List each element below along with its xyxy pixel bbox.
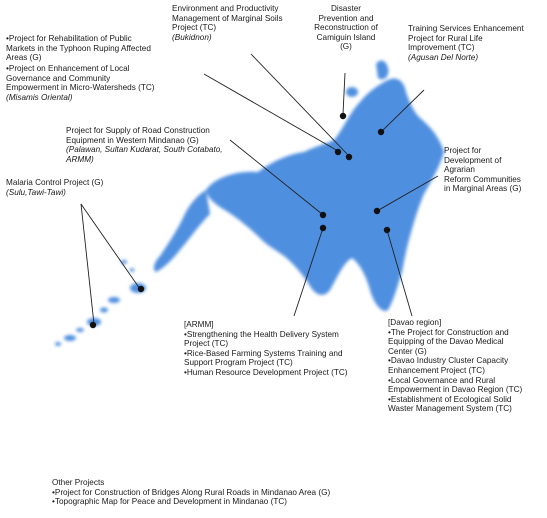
road-equipment-location-2: ARMM) [66,154,94,164]
marker-camiguin [340,113,346,119]
governance-line-1: •Project on Enhancement of Local [6,64,130,73]
road-equipment-line-2: Equipment in Western Mindanao (G) [66,135,199,145]
label-davao-region [388,318,522,414]
label-road-equipment [66,126,223,164]
label-governance [6,64,154,102]
marginal-soils-line-1: Environment and Productivity [172,4,279,13]
mindanao-mainland [206,79,444,311]
davao-item: Equipping of the Davao Medical [388,337,504,347]
malaria-location: (Sulu,Tawi-Tawi) [6,187,66,197]
malaria-line-1: Malaria Control Project (G) [6,178,104,187]
marker-bukidnon [346,154,352,160]
marker-sulu [90,322,96,328]
label-other-projects [52,478,330,507]
rehab-line-1: •Project for Rehabilitation of Public [6,34,132,43]
marginal-soils-line-2: Management of Marginal Soils [172,13,283,23]
davao-item: Enhancement Project (TC) [388,365,485,375]
sulu-island [108,297,120,303]
disaster-line-3: Reconstruction of [314,23,378,33]
training-line-1: Training Services Enhancement [408,24,524,33]
marker-armm [320,225,326,231]
armm-item: Support Program Project (TC) [184,358,293,368]
marker-agusan-del-norte [378,129,384,135]
marker-davao [384,227,390,233]
davao-item: Waster Management System (TC) [388,404,512,414]
marker-basilan [138,286,144,292]
training-line-3: Improvement (TC) [408,43,475,53]
road-equipment-line-1: Project for Supply of Road Construction [66,126,210,135]
disaster-line-1: Disaster [330,4,362,13]
marker-misamis-oriental [335,149,341,155]
label-training-services [408,24,524,62]
training-line-2: Project for Rural Life [408,33,483,43]
agrarian-line-4: Reform Communities [444,174,521,184]
armm-item: •Strengthening the Health Delivery System [184,329,339,339]
rehab-line-3: Areas (G) [6,53,42,63]
label-agrarian-reform [444,146,521,194]
camiguin-island [346,87,358,97]
davao-item: •The Project for Construction and [388,327,509,337]
label-armm [184,320,348,378]
label-malaria-control [6,178,103,197]
other-projects-item: •Project for Construction of Bridges Along Rural Roads in Mindanao Area (G) [52,487,331,497]
armm-item: Project (TC) [184,339,229,349]
training-location: (Agusan Del Norte) [408,52,479,62]
governance-line-2: Governance and Community [6,73,111,83]
armm-heading: [ARMM] [184,320,214,329]
davao-heading: [Davao region] [388,318,442,327]
marginal-soils-location: (Bukidnon) [172,32,212,42]
agrarian-line-1: Project for [444,146,482,155]
davao-item: Center (G) [388,346,427,356]
zamboanga-peninsula [154,190,210,272]
governance-line-3: Empowerment in Micro-Watersheds (TC) [6,83,155,93]
agrarian-line-3: Agrarian [444,165,475,175]
disaster-line-4: Camiguin Island [316,32,376,42]
label-rehab-markets [6,34,151,63]
rehab-line-2: Markets in the Typhoon Ruping Affected [6,43,151,53]
davao-item: •Establishment of Ecological Solid [388,394,512,404]
label-marginal-soils [172,4,283,42]
agrarian-line-2: Development of [444,155,502,165]
disaster-line-5: (G) [340,42,352,52]
other-projects-heading: Other Projects [52,478,105,487]
other-projects-item: •Topographic Map for Peace and Development in Mindanao (TC) [52,497,287,507]
governance-location: (Misamis Oriental) [6,92,73,102]
marker-agrarian [374,208,380,214]
davao-item: •Local Governance and Rural [388,375,496,385]
road-equipment-location-1: (Palawan, Sultan Kudarat, South Cotabato, [66,145,223,155]
armm-item: •Human Resource Development Project (TC) [184,367,348,377]
agrarian-line-5: in Marginal Areas (G) [444,184,522,194]
armm-item: •Rice-Based Farming Systems Training and [184,348,343,358]
disaster-line-2: Prevention and [318,13,374,23]
northeast-islands [376,61,388,80]
davao-item: Empowerment in Davao Region (TC) [388,385,523,395]
davao-item: •Davao Industry Cluster Capacity [388,356,509,366]
marker-western-mindanao [320,212,326,218]
tawi-tawi-island [64,335,76,341]
marginal-soils-line-3: Project (TC) [172,23,217,33]
label-disaster-prevention [306,4,386,52]
